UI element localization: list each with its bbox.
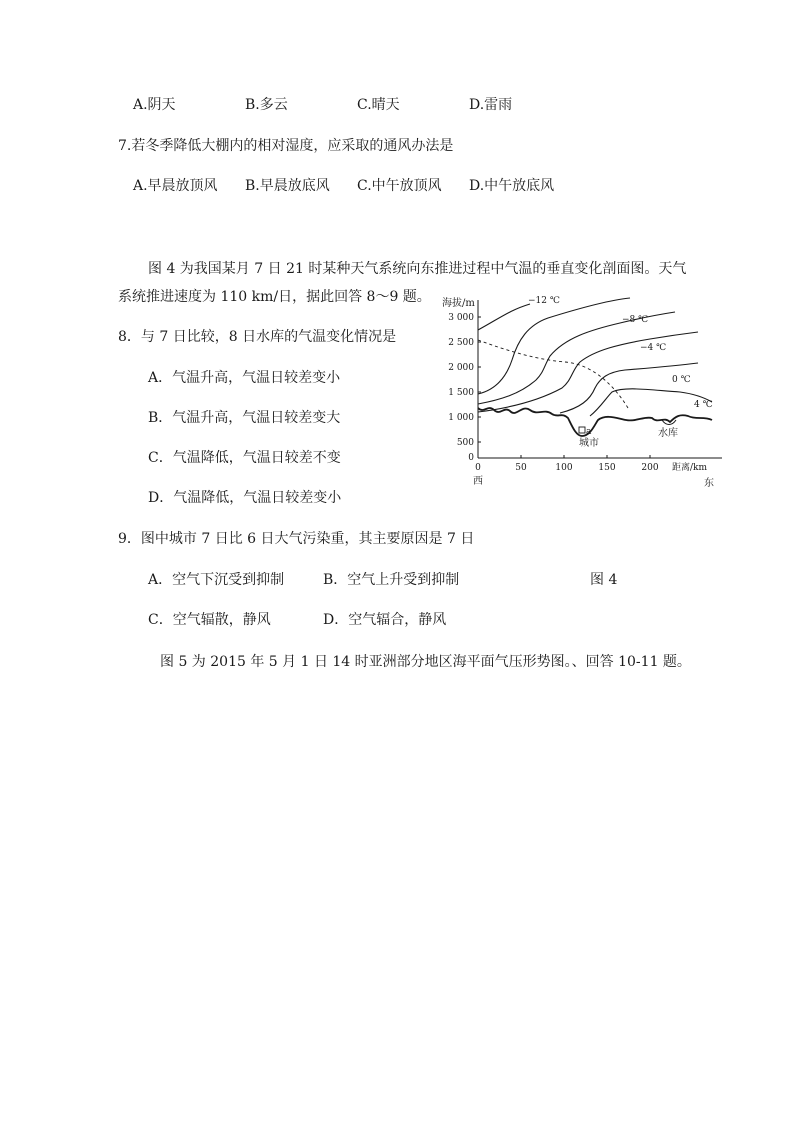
intro1-line1: 图 4 为我国某月 7 日 21 时某种天气系统向东推进过程中气温的垂直变化剖面图。天气 xyxy=(148,261,687,277)
city-label: 城市 xyxy=(579,438,599,449)
q9-option-a: A．空气下沉受到抑制 xyxy=(148,572,285,588)
label-minus8: −8 ℃ xyxy=(622,315,649,325)
q7-option-c: C.中午放顶风 xyxy=(357,178,442,194)
q6-option-c: C.晴天 xyxy=(357,97,400,113)
q9-option-b: B．空气上升受到抑制 xyxy=(323,572,460,588)
intro2: 图 5 为 2015 年 5 月 1 日 14 时亚洲部分地区海平面气压形势图。、回答 10-11 题。 xyxy=(160,654,691,670)
front-dashed-line xyxy=(478,340,628,408)
label-0: 0 ℃ xyxy=(672,375,691,385)
figure-4-svg xyxy=(440,290,730,490)
q8-option-c: C．气温降低，气温日较差不变 xyxy=(148,450,341,466)
x-axis-title: 距离/km xyxy=(672,463,708,473)
q7-stem: 7.若冬季降低大棚内的相对湿度，应采取的通风办法是 xyxy=(118,138,454,154)
y-tick-2500: 2 500 xyxy=(448,338,474,348)
intro1-line2: 系统推进速度为 110 km/日，据此回答 8～9 题。 xyxy=(118,289,431,305)
x-tick-150: 150 xyxy=(598,463,616,473)
figure-caption: 图 4 xyxy=(590,572,618,588)
x-tick-0: 0 xyxy=(475,463,481,473)
east-label: 东 xyxy=(704,478,714,489)
west-label: 西 xyxy=(473,476,483,487)
isotherm-minus12 xyxy=(478,298,630,394)
y-tick-0: 0 xyxy=(468,453,474,463)
y-ticks xyxy=(448,313,481,463)
y-tick-2000: 2 000 xyxy=(448,363,474,373)
x-tick-100: 100 xyxy=(555,463,573,473)
q8-stem: 8．与 7 日比较，8 日水库的气温变化情况是 xyxy=(118,329,397,345)
q7-option-b: B.早晨放底风 xyxy=(245,178,330,194)
q8-option-a: A．气温升高，气温日较差变小 xyxy=(148,370,341,386)
q6-option-d: D.雷雨 xyxy=(469,97,513,113)
isotherm-top-partial xyxy=(478,304,530,330)
y-axis-title: 海拔/m xyxy=(442,298,475,309)
q7-option-d: D.中午放底风 xyxy=(469,178,555,194)
isotherm-minus8 xyxy=(478,312,675,404)
x-tick-200: 200 xyxy=(641,463,659,473)
q8-option-b: B．气温升高，气温日较差变大 xyxy=(148,410,341,426)
y-tick-3000: 3 000 xyxy=(448,313,474,323)
q6-option-a: A.阴天 xyxy=(133,97,176,113)
q6-option-b: B.多云 xyxy=(245,97,288,113)
y-tick-500: 500 xyxy=(456,438,474,448)
label-4: 4 ℃ xyxy=(694,400,713,410)
y-tick-1500: 1 500 xyxy=(448,388,474,398)
figure-4 xyxy=(440,290,730,490)
label-minus4: −4 ℃ xyxy=(640,343,667,353)
label-minus12: −12 ℃ xyxy=(528,296,560,306)
y-tick-1000: 1 000 xyxy=(448,413,474,423)
isotherm-lines xyxy=(478,298,712,416)
q9-option-d: D．空气辐合，静风 xyxy=(323,612,447,628)
city-marker-letter: a xyxy=(586,427,592,437)
q7-option-a: A.早晨放顶风 xyxy=(133,178,218,194)
q9-stem: 9．图中城市 7 日比 6 日大气污染重，其主要原因是 7 日 xyxy=(118,531,475,547)
city-marker-box xyxy=(579,427,585,433)
isotherm-0 xyxy=(560,363,698,413)
x-tick-50: 50 xyxy=(515,463,527,473)
q8-option-d: D．气温降低，气温日较差变小 xyxy=(148,490,342,506)
reservoir-label: 水库 xyxy=(658,428,678,439)
q9-option-c: C．空气辐散，静风 xyxy=(148,612,271,628)
